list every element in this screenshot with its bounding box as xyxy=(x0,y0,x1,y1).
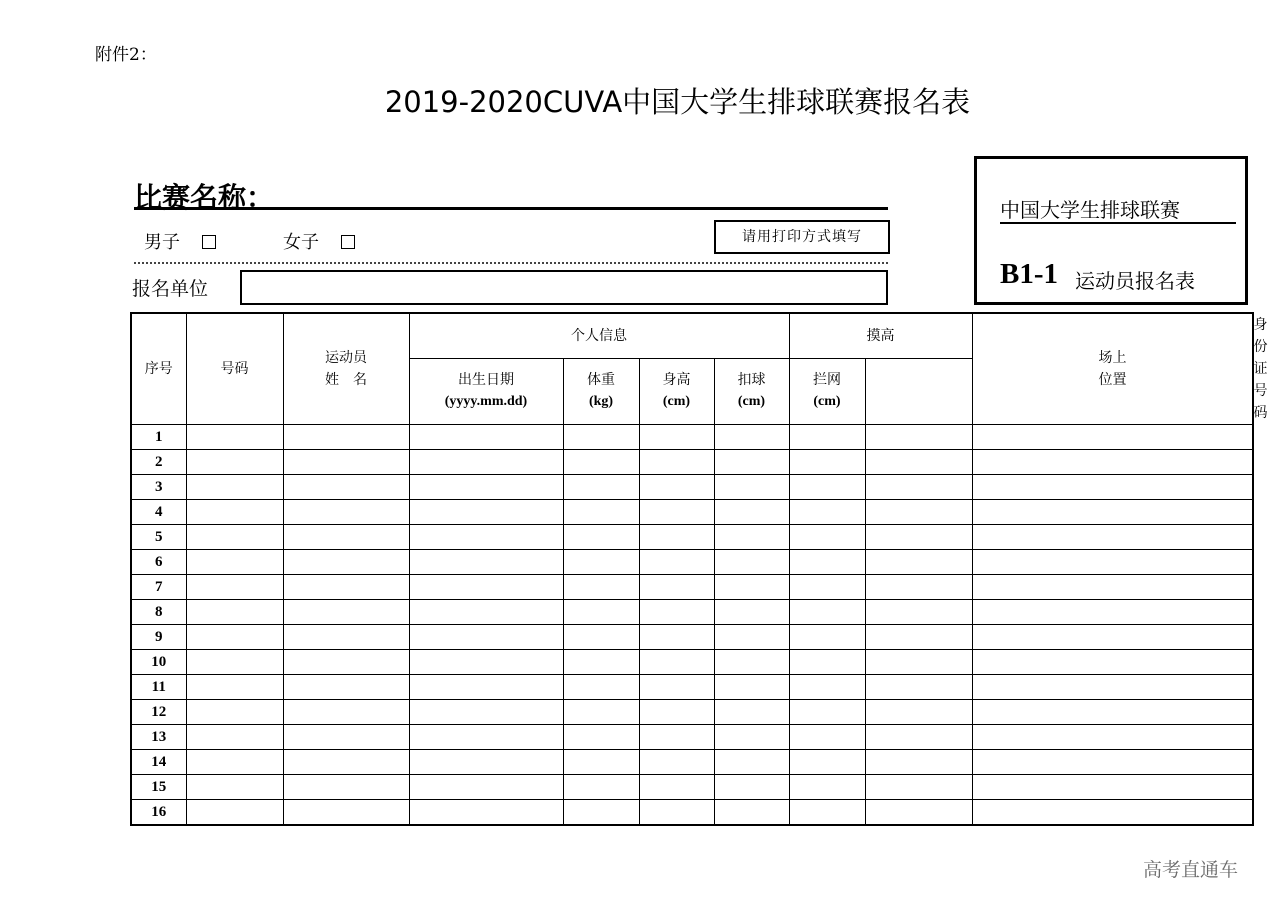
table-cell[interactable] xyxy=(563,700,639,725)
header-athlete-line1: 运动员 xyxy=(325,350,367,366)
table-cell[interactable] xyxy=(409,625,563,650)
row-number: 8 xyxy=(131,600,186,625)
header-position-line2: 位置 xyxy=(1098,372,1127,388)
table-row xyxy=(131,600,1253,625)
table-cell[interactable] xyxy=(639,725,714,750)
row-number: 7 xyxy=(131,575,186,600)
table-row xyxy=(131,725,1253,750)
table-row xyxy=(131,700,1253,725)
header-weight-label: 体重 xyxy=(587,372,615,389)
header-number: 号码 xyxy=(186,313,283,425)
table-cell[interactable] xyxy=(639,625,714,650)
table-cell[interactable] xyxy=(409,550,563,575)
table-cell[interactable] xyxy=(714,700,789,725)
league-name: 中国大学生排球联赛 xyxy=(1000,198,1180,222)
table-cell[interactable] xyxy=(972,675,1253,700)
row-number: 4 xyxy=(131,500,186,525)
page-title: 2019-2020CUVA中国大学生排球联赛报名表 xyxy=(384,85,971,119)
table-row xyxy=(131,525,1253,550)
form-code: B1-1 xyxy=(1000,258,1058,290)
table-cell[interactable] xyxy=(563,575,639,600)
row-number: 9 xyxy=(131,625,186,650)
table-cell[interactable] xyxy=(714,650,789,675)
table-cell[interactable] xyxy=(563,500,639,525)
table-cell[interactable] xyxy=(186,700,283,725)
header-seq: 序号 xyxy=(131,313,186,425)
table-cell[interactable] xyxy=(283,425,409,450)
table-cell[interactable] xyxy=(409,425,563,450)
table-cell[interactable] xyxy=(283,650,409,675)
table-cell[interactable] xyxy=(972,650,1253,675)
header-reach: 摸高 xyxy=(789,313,972,358)
table-cell[interactable] xyxy=(714,425,789,450)
table-cell[interactable] xyxy=(789,475,865,500)
header-athlete-line2: 姓 名 xyxy=(325,372,367,388)
table-cell[interactable] xyxy=(789,450,865,475)
table-cell[interactable] xyxy=(186,750,283,775)
table-cell[interactable] xyxy=(409,775,563,800)
table-cell[interactable] xyxy=(283,625,409,650)
table-cell[interactable] xyxy=(639,650,714,675)
table-cell[interactable] xyxy=(409,475,563,500)
table-cell[interactable] xyxy=(714,775,789,800)
table-cell[interactable] xyxy=(789,675,865,700)
header-birth xyxy=(409,358,563,424)
table-cell[interactable] xyxy=(789,550,865,575)
table-cell[interactable] xyxy=(639,425,714,450)
table-cell[interactable] xyxy=(865,625,972,650)
table-cell[interactable] xyxy=(789,625,865,650)
table-row xyxy=(131,425,1253,450)
row-number: 11 xyxy=(131,675,186,700)
header-athlete xyxy=(283,313,409,425)
table-cell[interactable] xyxy=(714,525,789,550)
table-cell[interactable] xyxy=(789,500,865,525)
table-cell[interactable] xyxy=(186,575,283,600)
watermark: 高考直通车 xyxy=(1143,859,1239,881)
table-row xyxy=(131,750,1253,775)
table-cell[interactable] xyxy=(972,600,1253,625)
table-cell[interactable] xyxy=(563,525,639,550)
table-cell[interactable] xyxy=(283,600,409,625)
table-cell[interactable] xyxy=(789,800,865,826)
table-cell[interactable] xyxy=(186,650,283,675)
table-cell[interactable] xyxy=(186,450,283,475)
table-cell[interactable] xyxy=(563,775,639,800)
unit-label: 报名单位 xyxy=(132,278,209,300)
table-row xyxy=(131,675,1253,700)
row-number: 10 xyxy=(131,650,186,675)
header-block-unit: (cm) xyxy=(813,394,841,410)
table-cell[interactable] xyxy=(186,550,283,575)
table-cell[interactable] xyxy=(563,425,639,450)
row-number: 5 xyxy=(131,525,186,550)
table-cell[interactable] xyxy=(186,800,283,826)
table-cell[interactable] xyxy=(972,775,1253,800)
table-cell[interactable] xyxy=(972,475,1253,500)
table-cell[interactable] xyxy=(714,450,789,475)
dotted-divider xyxy=(134,262,888,264)
male-checkbox[interactable] xyxy=(202,235,216,249)
table-cell[interactable] xyxy=(409,700,563,725)
table-cell[interactable] xyxy=(639,800,714,826)
table-cell[interactable] xyxy=(789,750,865,775)
attachment-label: 附件2： xyxy=(95,45,157,65)
header-spike-unit: (cm) xyxy=(737,394,766,410)
table-cell[interactable] xyxy=(409,575,563,600)
table-cell[interactable] xyxy=(639,575,714,600)
table-cell[interactable] xyxy=(563,725,639,750)
table-row xyxy=(131,800,1253,826)
table-cell[interactable] xyxy=(186,775,283,800)
table-cell[interactable] xyxy=(283,525,409,550)
table-cell[interactable] xyxy=(714,675,789,700)
table-cell[interactable] xyxy=(865,775,972,800)
table-cell[interactable] xyxy=(972,625,1253,650)
table-cell[interactable] xyxy=(865,650,972,675)
table-cell[interactable] xyxy=(972,575,1253,600)
table-cell[interactable] xyxy=(409,600,563,625)
form-name: 运动员报名表 xyxy=(1075,269,1195,293)
table-cell[interactable] xyxy=(865,475,972,500)
table-cell[interactable] xyxy=(639,675,714,700)
table-cell[interactable] xyxy=(186,525,283,550)
table-cell[interactable] xyxy=(283,500,409,525)
table-cell[interactable] xyxy=(865,725,972,750)
row-number: 12 xyxy=(131,700,186,725)
table-cell[interactable] xyxy=(972,725,1253,750)
league-underline xyxy=(1000,222,1236,224)
table-cell[interactable] xyxy=(972,750,1253,775)
table-cell[interactable] xyxy=(865,425,972,450)
table-cell[interactable] xyxy=(972,550,1253,575)
male-label: 男子 xyxy=(144,232,180,253)
table-cell[interactable] xyxy=(639,525,714,550)
table-cell[interactable] xyxy=(186,725,283,750)
table-cell[interactable] xyxy=(409,650,563,675)
table-row xyxy=(131,650,1253,675)
table-cell[interactable] xyxy=(409,500,563,525)
female-option xyxy=(283,228,355,254)
table-cell[interactable] xyxy=(789,600,865,625)
table-cell[interactable] xyxy=(714,800,789,826)
table-cell[interactable] xyxy=(563,675,639,700)
table-cell[interactable] xyxy=(865,700,972,725)
table-cell[interactable] xyxy=(283,550,409,575)
table-cell[interactable] xyxy=(639,750,714,775)
row-number: 15 xyxy=(131,775,186,800)
table-cell[interactable] xyxy=(283,800,409,826)
table-cell[interactable] xyxy=(714,750,789,775)
table-cell[interactable] xyxy=(714,550,789,575)
row-number: 3 xyxy=(131,475,186,500)
table-cell[interactable] xyxy=(639,550,714,575)
table-cell[interactable] xyxy=(283,575,409,600)
table-cell[interactable] xyxy=(714,575,789,600)
competition-name-line xyxy=(134,207,888,210)
male-option xyxy=(144,228,216,254)
table-cell[interactable] xyxy=(865,675,972,700)
table-cell[interactable] xyxy=(865,525,972,550)
table-cell[interactable] xyxy=(714,500,789,525)
table-cell[interactable] xyxy=(186,475,283,500)
table-cell[interactable] xyxy=(865,450,972,475)
table-cell[interactable] xyxy=(563,800,639,826)
header-position xyxy=(972,313,1253,425)
table-cell[interactable] xyxy=(972,500,1253,525)
table-cell[interactable] xyxy=(283,475,409,500)
table-cell[interactable] xyxy=(563,450,639,475)
header-personal: 个人信息 xyxy=(409,313,789,358)
table-row xyxy=(131,475,1253,500)
table-cell[interactable] xyxy=(639,500,714,525)
competition-name-label: 比赛名称： xyxy=(134,181,275,214)
table-cell[interactable] xyxy=(714,475,789,500)
table-cell[interactable] xyxy=(639,775,714,800)
header-spike-label: 扣球 xyxy=(737,372,766,389)
table-row xyxy=(131,775,1253,800)
table-cell[interactable] xyxy=(639,450,714,475)
row-number: 14 xyxy=(131,750,186,775)
table-cell[interactable] xyxy=(789,650,865,675)
table-cell[interactable] xyxy=(563,625,639,650)
table-cell[interactable] xyxy=(283,775,409,800)
header-height xyxy=(639,358,714,424)
table-cell[interactable] xyxy=(972,425,1253,450)
table-cell[interactable] xyxy=(283,450,409,475)
table-cell[interactable] xyxy=(186,600,283,625)
table-cell[interactable] xyxy=(409,800,563,826)
table-cell[interactable] xyxy=(409,525,563,550)
header-block-label: 拦网 xyxy=(813,372,841,389)
table-cell[interactable] xyxy=(789,425,865,450)
table-cell[interactable] xyxy=(563,600,639,625)
table-row xyxy=(131,625,1253,650)
table-cell[interactable] xyxy=(865,575,972,600)
table-cell[interactable] xyxy=(639,600,714,625)
header-block xyxy=(789,358,865,424)
row-number: 2 xyxy=(131,450,186,475)
table-cell[interactable] xyxy=(972,450,1253,475)
table-cell[interactable] xyxy=(409,450,563,475)
header-height-unit: (cm) xyxy=(662,394,691,410)
table-row xyxy=(131,450,1253,475)
table-cell[interactable] xyxy=(972,800,1253,826)
table-cell[interactable] xyxy=(186,625,283,650)
table-cell[interactable] xyxy=(972,700,1253,725)
table-cell[interactable] xyxy=(972,525,1253,550)
table-cell[interactable] xyxy=(409,725,563,750)
row-number: 13 xyxy=(131,725,186,750)
table-cell[interactable] xyxy=(186,425,283,450)
header-weight-unit: (kg) xyxy=(588,394,614,410)
unit-input-box[interactable] xyxy=(240,270,888,305)
table-cell[interactable] xyxy=(865,800,972,826)
female-checkbox[interactable] xyxy=(341,235,355,249)
table-row xyxy=(131,550,1253,575)
table-cell[interactable] xyxy=(563,475,639,500)
table-cell[interactable] xyxy=(865,550,972,575)
table-cell[interactable] xyxy=(789,525,865,550)
table-cell[interactable] xyxy=(714,600,789,625)
header-weight xyxy=(563,358,639,424)
table-cell[interactable] xyxy=(283,700,409,725)
table-cell[interactable] xyxy=(283,750,409,775)
table-cell[interactable] xyxy=(409,675,563,700)
print-note-box: 请用打印方式填写 xyxy=(714,220,890,254)
header-birth-unit: (yyyy.mm.dd) xyxy=(444,394,528,410)
table-cell[interactable] xyxy=(789,700,865,725)
table-cell[interactable] xyxy=(186,675,283,700)
table-cell[interactable] xyxy=(639,700,714,725)
row-number: 6 xyxy=(131,550,186,575)
table-cell[interactable] xyxy=(563,650,639,675)
table-cell[interactable] xyxy=(789,725,865,750)
header-height-label: 身高 xyxy=(662,372,691,389)
table-row xyxy=(131,575,1253,600)
table-cell[interactable] xyxy=(865,500,972,525)
header-spike xyxy=(714,358,789,424)
table-row xyxy=(131,500,1253,525)
table-cell[interactable] xyxy=(865,600,972,625)
table-cell[interactable] xyxy=(789,575,865,600)
header-position-line1: 场上 xyxy=(1098,350,1127,366)
table-cell[interactable] xyxy=(409,750,563,775)
table-cell[interactable] xyxy=(283,675,409,700)
table-cell[interactable] xyxy=(283,725,409,750)
table-cell[interactable] xyxy=(865,750,972,775)
table-cell[interactable] xyxy=(714,725,789,750)
row-number: 1 xyxy=(131,425,186,450)
table-cell[interactable] xyxy=(714,625,789,650)
table-cell[interactable] xyxy=(563,550,639,575)
table-cell[interactable] xyxy=(186,500,283,525)
female-label: 女子 xyxy=(283,232,319,253)
registration-table: 序号 号码 运动员 姓 名 个人信息 摸高 场上 位置 身份证号码 出生日期 (yyyy.mm.dd) 体重 (kg) 身高 (cm) 扣球 (cm) 拦网 (cm) 1 2 3 4 5 6 7 8 9 10 11 12 13 14 15 16 xyxy=(130,312,1254,826)
table-cell[interactable] xyxy=(639,475,714,500)
header-birth-label: 出生日期 xyxy=(458,372,514,389)
row-number: 16 xyxy=(131,800,186,826)
table-cell[interactable] xyxy=(789,775,865,800)
table-cell[interactable] xyxy=(563,750,639,775)
